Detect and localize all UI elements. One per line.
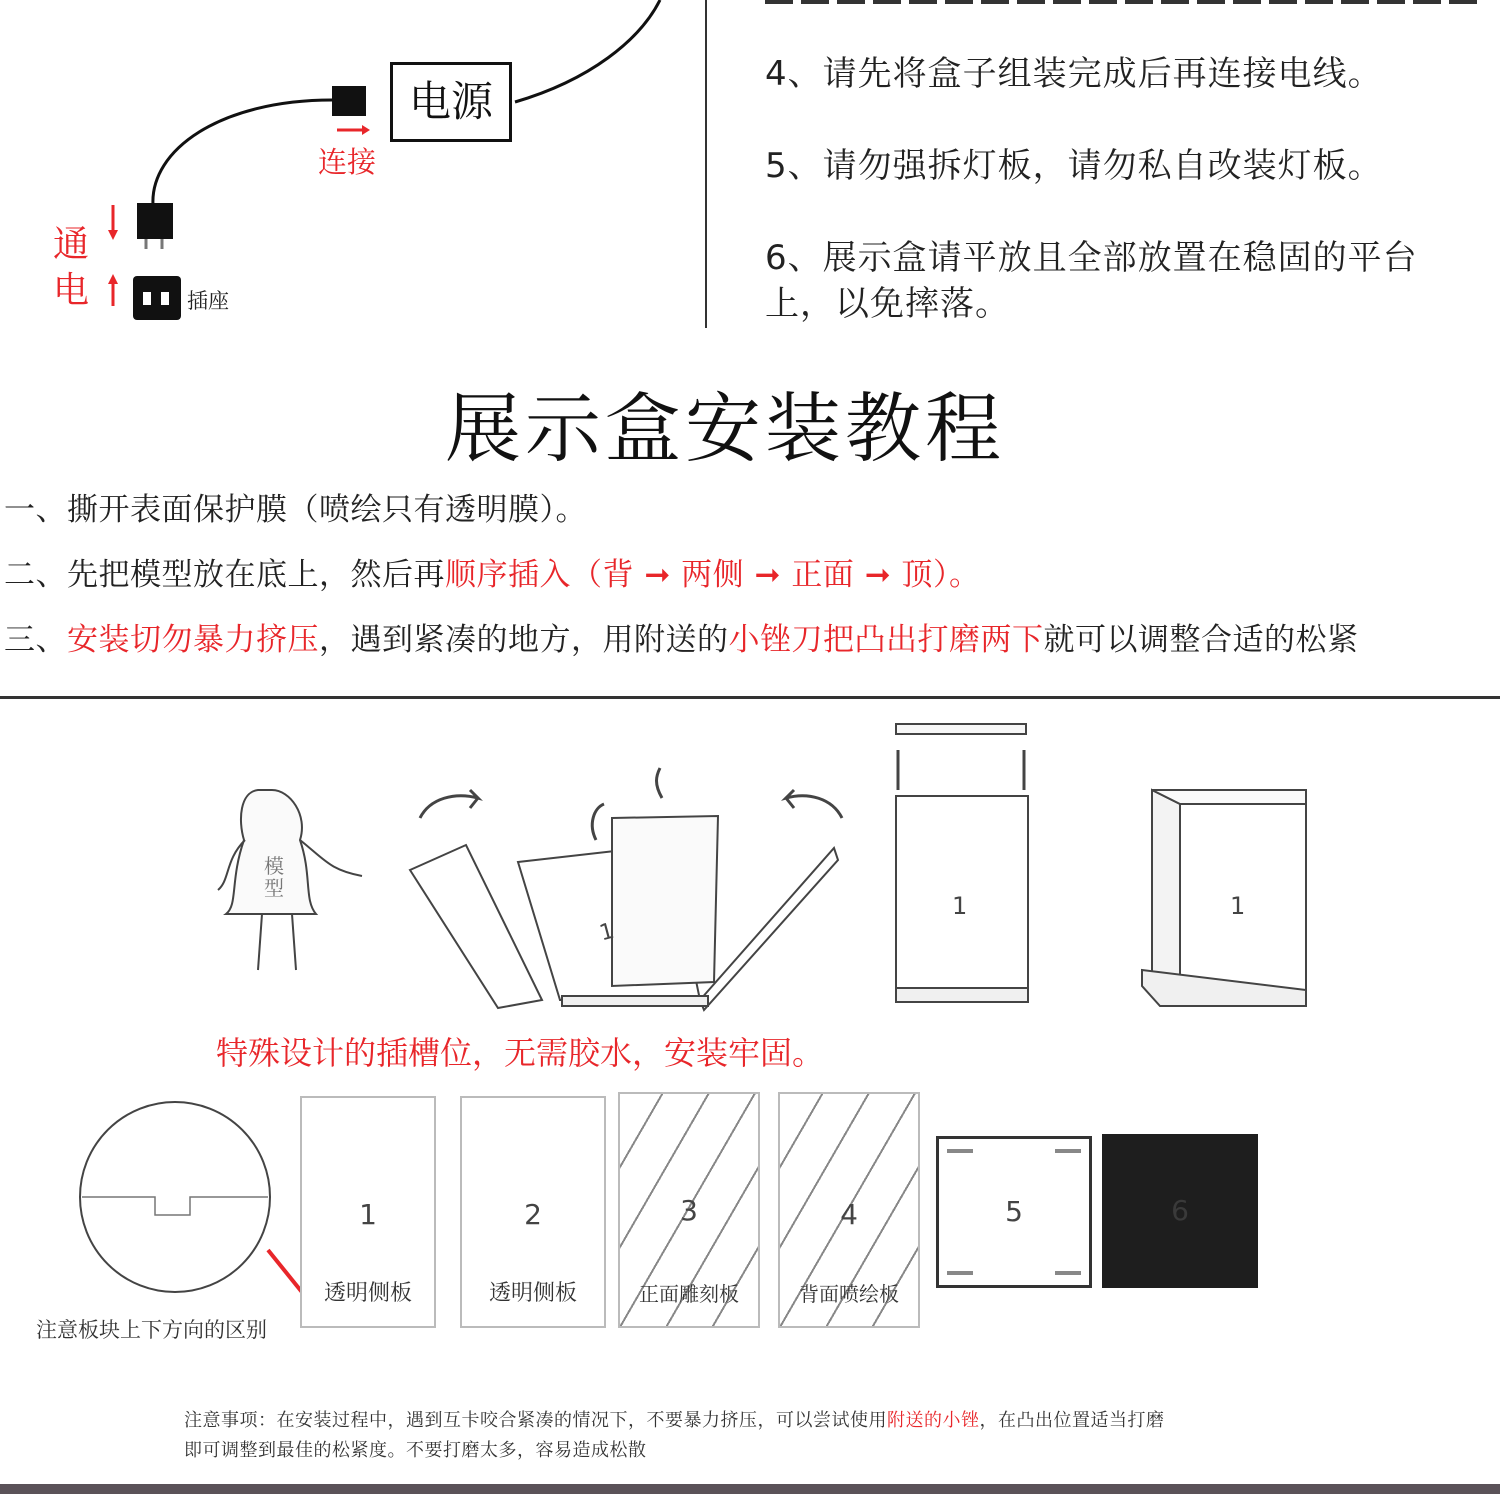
box-lid-icon	[896, 724, 1028, 1002]
panel-4	[778, 1092, 920, 1328]
wiring-diagram	[0, 0, 700, 330]
panel-2-label: 透明侧板	[488, 1281, 577, 1306]
notice-prefix: 注意事项：在安装过程中，遇到互卡咬合紧凑的情况下，不要暴力挤压，可以尝试使用	[184, 1410, 887, 1431]
slot-mark	[947, 1271, 973, 1275]
model-label: 模型	[264, 854, 284, 900]
step-1-text: 一、撕开表面保护膜（喷绘只有透明膜）。	[4, 492, 587, 528]
model-figure-icon	[218, 790, 362, 1040]
power-label: 电源	[408, 77, 493, 126]
panel-6-number: 6	[1171, 1194, 1189, 1227]
tip-partial-cut	[765, 0, 1485, 4]
lid-box-panel-number: 1	[952, 892, 968, 920]
vertical-divider	[705, 0, 707, 328]
panel-4-number: 4	[840, 1198, 858, 1231]
unfolding-box-icon	[410, 768, 842, 1010]
step-3-mid: ，遇到紧凑的地方，用附送的	[319, 622, 729, 658]
tip-5: 5、请勿强拆灯板，请勿私自改装灯板。	[765, 146, 1383, 186]
step-2-red: 顺序插入（背 ➞ 两侧 ➞ 正面 ➞ 顶）。	[445, 557, 981, 593]
panel-1	[300, 1096, 436, 1328]
socket-icon	[133, 276, 181, 320]
panel-1-number: 1	[359, 1198, 377, 1231]
tip-6-line-2: 上，以免摔落。	[765, 284, 1010, 324]
panel-3-number: 3	[680, 1194, 698, 1227]
tip-4: 4、请先将盒子组装完成后再连接电线。	[765, 54, 1383, 94]
panel-3	[618, 1092, 760, 1328]
slot-mark	[1055, 1271, 1081, 1275]
tips-section	[765, 0, 1500, 330]
notice-line-2: 即可调整到最佳的松紧度。不要打磨太多，容易造成松散	[184, 1440, 647, 1461]
plug-icon	[137, 203, 173, 239]
assembly-illustration	[0, 700, 1500, 1040]
slot-mark	[1055, 1149, 1081, 1153]
slot-mark	[947, 1149, 973, 1153]
power-plug-icon	[332, 86, 366, 116]
panel-5-number: 5	[1005, 1195, 1023, 1228]
notice-red: 附送的小锉	[887, 1410, 980, 1431]
notice-line-1	[184, 1406, 1165, 1432]
step-3-red-2: 小锉刀把凸出打磨两下	[728, 622, 1044, 658]
bottom-bar	[0, 1484, 1500, 1494]
feature-text: 特殊设计的插槽位，无需胶水，安装牢固。	[216, 1034, 825, 1072]
panel-1-label: 透明侧板	[323, 1281, 412, 1306]
horizontal-divider	[0, 696, 1500, 699]
panel-5	[936, 1136, 1092, 1288]
step-3-prefix: 三、	[4, 622, 67, 658]
assembled-box-panel-number: 1	[1230, 892, 1246, 920]
step-3-red-1: 安装切勿暴力挤压	[67, 622, 319, 658]
socket-label: 插座	[187, 289, 229, 313]
box-panel-number: 1	[597, 918, 617, 947]
step-3-suffix: 就可以调整合适的松紧	[1043, 622, 1359, 658]
energize-label-2: 电	[53, 270, 90, 311]
step-2-prefix: 二、先把模型放在底上，然后再	[4, 557, 445, 593]
panel-2	[460, 1096, 606, 1328]
notice-suffix: ，在凸出位置适当打磨	[979, 1410, 1165, 1431]
energize-label-1: 通	[53, 224, 90, 265]
connect-label: 连接	[318, 145, 377, 179]
panel-4-label: 背面喷绘板	[799, 1282, 899, 1306]
panel-3-label: 正面雕刻板	[639, 1282, 739, 1306]
panel-6	[1102, 1134, 1258, 1288]
panel-2-number: 2	[524, 1198, 542, 1231]
power-box	[390, 62, 512, 142]
step-1	[4, 490, 587, 530]
step-2	[4, 555, 981, 595]
tip-6-line-1: 6、展示盒请平放且全部放置在稳固的平台	[765, 238, 1418, 278]
step-3	[4, 620, 1500, 660]
assembled-box-icon	[1142, 790, 1306, 1006]
direction-note: 注意板块上下方向的区别	[36, 1318, 267, 1342]
page-title: 展示盒安装教程	[445, 384, 1005, 473]
